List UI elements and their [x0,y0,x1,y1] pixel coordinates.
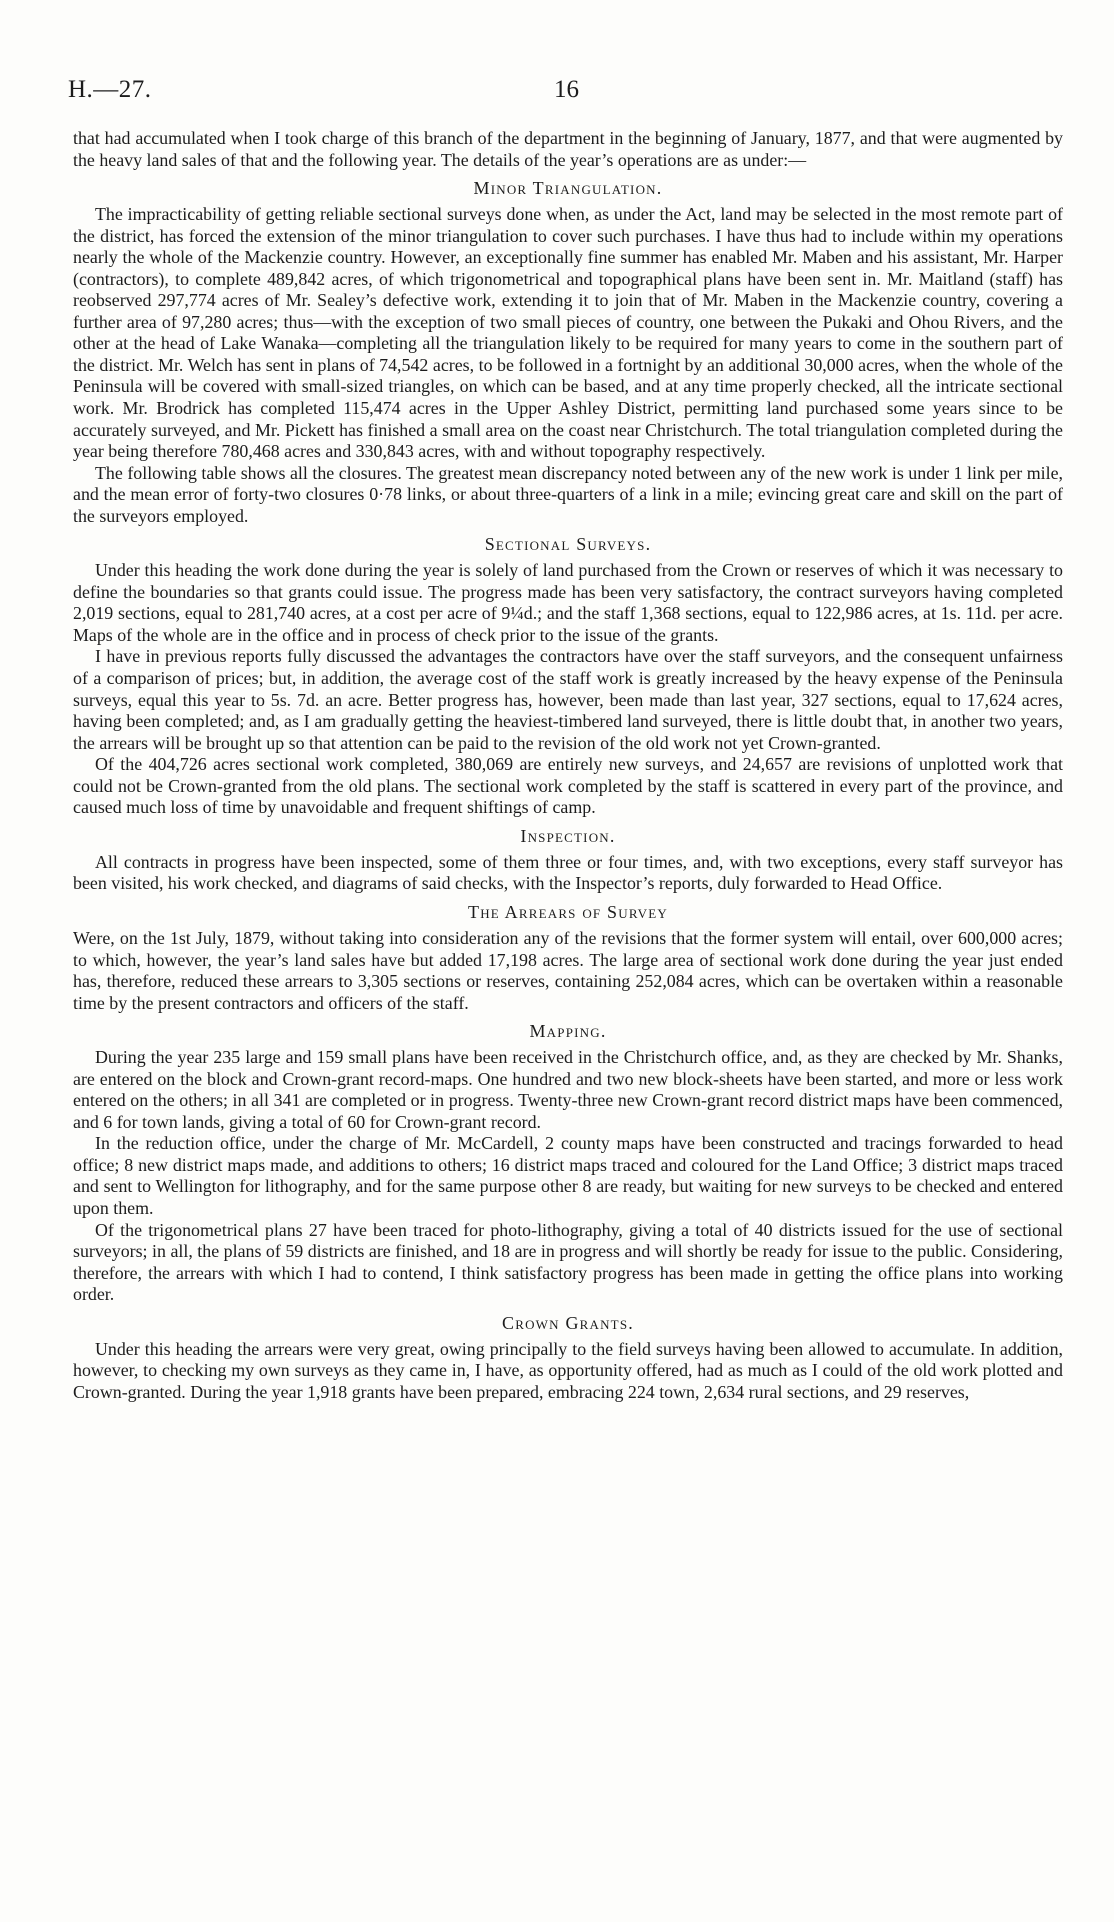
paragraph: Of the trigonometrical plans 27 have been traced for photo-lithography, giving a total of 40 districts issued for the use of sectional surveyors; in all, the plans of 59 districts are finished, and 18 are in progress and will shortly be ready for issue to the public. Considering, therefore, the arrears with which I had to contend, I think satisfactory progress has been made in getting the office plans into working order. [73,1219,1063,1305]
paragraph: Under this heading the arrears were very great, owing principally to the field surveys having been allowed to accumulate. In addition, however, to checking my own surveys as they came in, I have, as opportunity offered, had as much as I could of the old work plotted and Crown-granted. During the year 1,918 grants have been prepared, embracing 224 town, 2,634 rural sections, and 29 reserves, [73,1338,1063,1402]
page-header [68,76,1068,110]
paragraph: Under this heading the work done during the year is solely of land purchased from the Crown or reserves of which it was necessary to define the boundaries so that grants could issue. The progress made has been very satisfactory, the contract surveyors having completed 2,019 sections, equal to 281,740 acres, at a cost per acre of 9¼d.; and the staff 1,368 sections, equal to 122,986 acres, at 1s. 11d. per acre. Maps of the whole are in the office and in process of check prior to the issue of the grants. [73,560,1063,645]
paragraph: The following table shows all the closures. The greatest mean discrepancy noted between any of the new work is under 1 link per mile, and the mean error of forty-two closures 0·78 links, or about three-quarters of a link in a mile; evincing great care and skill on the part of the surveyors employed. [73,462,1063,526]
paragraph: During the year 235 large and 159 small plans have been received in the Christchurch office, and, as they are checked by Mr. Shanks, are entered on the block and Crown-grant record-maps. One hundred and two new block-sheets have been started, and more or less work entered on the others; in all 341 are completed or in progress. Twenty-three new Crown-grant record district maps have been commenced, and 6 for town lands, giving a total of 60 for Crown-grant record. [73,1047,1063,1132]
page-number: 16 [554,76,579,103]
document-reference: H.—27. [68,76,152,103]
section-heading-arrears-of-survey: The Arrears of Survey [468,901,668,922]
paragraph: The impracticability of getting reliable sectional surveys done when, as under the Act, land may be selected in the most remote part of the district, has forced the extension of the minor triangulation to cover such purchases. I have thus had to include within my operations nearly the whole of the Mackenzie country. However, an exceptionally fine summer has enabled Mr. Maben and his assistant, Mr. Harper (contractors), to complete 489,842 acres, of which trigonometrical and topographical plans have been sent in. Mr. Maitland (staff) has reobserved 297,774 acres of Mr. Sealey’s defective work, extending it to join that of Mr. Maben in the Mackenzie country, covering a further area of 97,280 acres; thus—with the exception of two small pieces of country, one between the Pukaki and Ohou Rivers, and the other at the head of Lake Wanaka—completing all the triangulation likely to be required for many years to come in the southern part of the district. Mr. Welch has sent in plans of 74,542 acres, to be followed in a fortnight by an additional 30,000 acres, when the whole of the Peninsula will be covered with small-sized triangles, on which can be based, and at any time properly checked, all the intricate sectional work. Mr. Brodrick has completed 115,474 acres in the Upper Ashley District, permitting land purchased some years since to be accurately surveyed, and Mr. Pickett has finished a small area on the coast near Christchurch. The total triangulation completed during the year being therefore 780,468 acres and 330,843 acres, with and without topography respectively. [73,204,1063,462]
report-body [73,128,1063,1403]
section-heading-mapping: Mapping. [529,1021,607,1042]
section-heading-crown-grants: Crown Grants. [502,1312,634,1333]
paragraph: I have in previous reports fully discussed the advantages the contractors have over the staff surveyors, and the consequent unfairness of a comparison of prices; but, in addition, the average cost of the staff work is greatly increased by the heavy expense of the Peninsula surveys, equal this year to 5s. 7d. an acre. Better progress has, however, been made than last year, 327 sections, equal to 17,624 acres, having been completed; and, as I am gradually getting the heaviest-timbered land surveyed, there is little doubt that, in another two years, the arrears will be brought up so that attention can be paid to the revision of the old work not yet Crown-granted. [73,646,1063,753]
paragraph: Of the 404,726 acres sectional work completed, 380,069 are entirely new surveys, and 24,657 are revisions of unplotted work that could not be Crown-granted from the old plans. The sectional work completed by the staff is scattered in every part of the province, and caused much loss of time by unavoidable and frequent shiftings of camp. [73,754,1063,818]
section-heading-inspection: Inspection. [520,825,616,846]
section-heading-minor-triangulation: Minor Triangulation. [473,178,663,199]
paragraph: In the reduction office, under the charge of Mr. McCardell, 2 county maps have been constructed and tracings forwarded to head office; 8 new district maps made, and additions to others; 16 district maps traced and coloured for the Land Office; 3 district maps traced and sent to Wellington for lithography, and for the same purpose other 8 are ready, but waiting for new surveys to be checked and entered upon them. [73,1133,1063,1218]
paragraph: All contracts in progress have been inspected, some of them three or four times, and, with two exceptions, every staff surveyor has been visited, his work checked, and diagrams of said checks, with the Inspector’s reports, duly forwarded to Head Office. [73,851,1063,894]
section-heading-sectional-surveys: Sectional Surveys. [484,534,652,555]
paragraph: Were, on the 1st July, 1879, without taking into consideration any of the revisions that the former system will entail, over 600,000 acres; to which, however, the year’s land sales have but added 17,198 acres. The large area of sectional work done during the year just ended has, therefore, reduced these arrears to 3,305 sections or reserves, containing 252,084 acres, which can be overtaken within a reasonable time by the present contractors and officers of the staff. [73,927,1063,1013]
intro-paragraph: that had accumulated when I took charge of this branch of the department in the beginning of January, 1877, and that were augmented by the heavy land sales of that and the following year. The details of the year’s operations are as under:— [73,128,1063,170]
